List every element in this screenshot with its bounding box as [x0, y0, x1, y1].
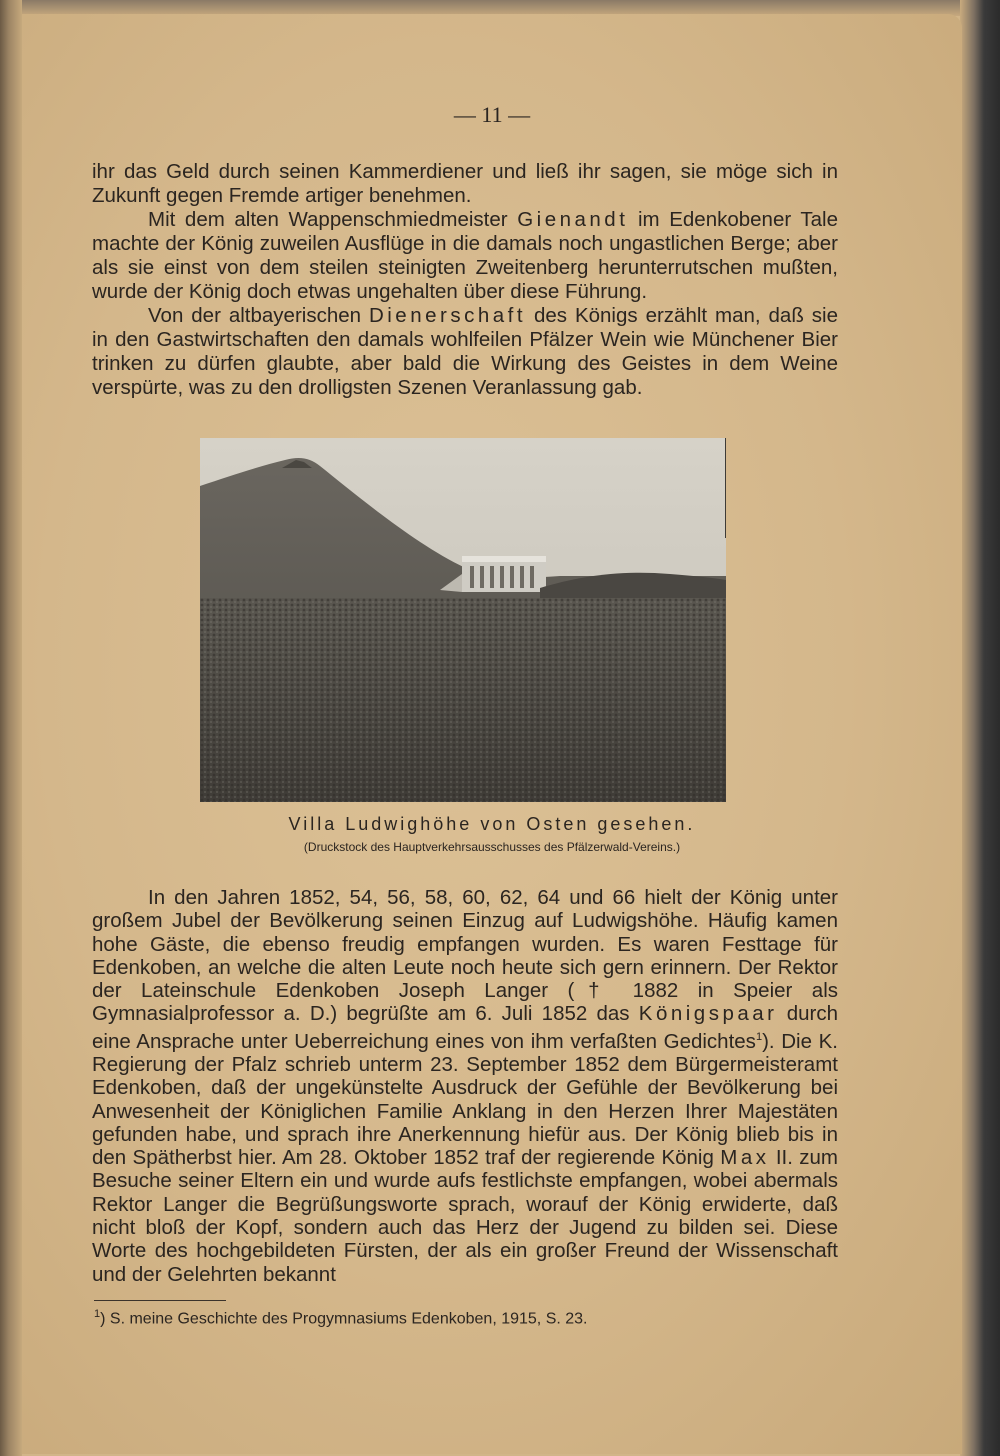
paragraph: Mit dem alten Wappenschmiedmeister Gienandt im Edenkobener Tale machte der König zuweilen Ausflüge in die damals noch ungastlichen Berge; aber als sie einst von dem steilen steinigten Zweitenberg herunterrutschen mußten, wurde der König doch etwas ungehalten über diese Führung.	[92, 208, 839, 303]
text-block-top	[92, 160, 838, 400]
footnote	[94, 1308, 840, 1328]
paragraph: ihr das Geld durch seinen Kammerdiener und ließ ihr sagen, sie möge sich in Zukunft gegen Fremde artiger benehmen.	[92, 160, 838, 207]
villa-photograph	[200, 438, 726, 802]
figure-caption: Villa Ludwighöhe von Osten gesehen.	[288, 814, 696, 834]
spaced-word: Dienerschaft	[368, 304, 527, 327]
paper-sheet	[22, 14, 962, 1454]
spaced-word: Königspaar	[638, 1002, 778, 1026]
photo-illustration	[200, 438, 726, 802]
figure-credit: (Druckstock des Hauptverkehrsausschusses des Pfälzerwald-Vereins.)	[303, 840, 681, 854]
footnote-reference: 1	[755, 1030, 763, 1043]
book-binding	[0, 0, 22, 1456]
spaced-name: Max	[720, 1146, 770, 1170]
page-right-edge	[960, 0, 1000, 1456]
footnote-divider	[94, 1300, 226, 1301]
paragraph: Von der altbayerischen Dienerschaft des Königs erzählt man, daß sie in den Gastwirtschaften den damals wohlfeilen Pfälzer Wein wie Münchener Bier trinken zu dürfen glaubte, aber bald die Wirkung des Geistes in dem Weine verspürte, was zu den drolligsten Szenen Veranlassung gab.	[92, 304, 838, 399]
footnote-text: ) S. meine Geschichte des Progymnasiums Edenkoben, 1915, S. 23.	[100, 1310, 588, 1328]
vine-texture	[200, 598, 726, 802]
paragraph: In den Jahren 1852, 54, 56, 58, 60, 62, 64 und 66 hielt der König unter großem Jubel der Bevölkerung seinen Einzug auf Ludwigshöhe. Häufig kamen hohe Gäste, die ebenso freudig empfangen wurden. Es waren Festtage für Edenkoben, an welche die alten Leute noch heute sich gern erinnern. Der Rektor der Lateinschule Edenkoben Joseph Langer († 1882 in Speier als Gymnasialprofessor a. D.) begrüßte am 6. Juli 1852 das Königspaar durch eine Ansprache unter Ueberreichung eines von ihm verfaßten Gedichtes$^1$). Die K. Regierung der Pfalz schrieb unterm 23. September 1852 dem Bürgermeisteramt Edenkoben, daß der ungekünstelte Ausdruck der Gefühle der Bevölkerung bei Anwesenheit der Königlichen Familie Anklang in den Herzen Ihrer Majestäten gefunden habe, und sprach ihre Anerkennung hiefür aus. Der König blieb bis in den Spätherbst hier. Am 28. Oktober 1852 traf der regierende König Max II. zum Besuche seiner Eltern ein und wurde aufs festlichste empfangen, wobei abermals Rektor Langer die Begrüßungsworte sprach, worauf der König erwiderte, daß nicht bloß der Kopf, sondern auch das Herz der Jugend zu bilden sei. Diese Worte des hochgebildeten Fürsten, der als ein großer Freund der Wissenschaft und der Gelehrten bekannt	[92, 886, 838, 1286]
spaced-name: Gienandt	[517, 208, 629, 231]
page-number: — 11 —	[453, 102, 531, 127]
footnote-marker: 1	[94, 1308, 101, 1320]
text-block-bottom	[92, 886, 838, 1286]
